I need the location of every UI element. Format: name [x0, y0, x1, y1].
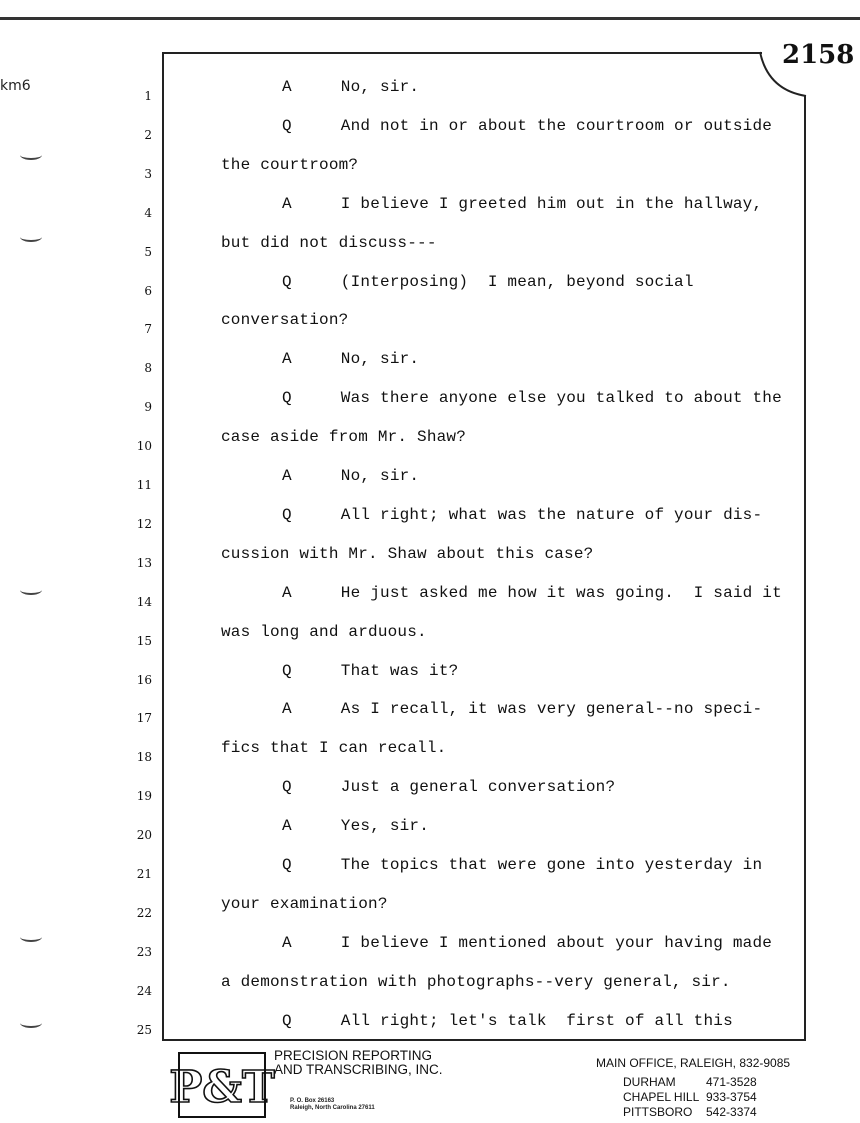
line-number: 12 [136, 516, 152, 531]
transcript-line: a demonstration with photographs--very general, sir. [221, 972, 731, 991]
transcript-line: A No, sir. [282, 350, 420, 369]
line-number: 2 [144, 127, 152, 142]
margin-mark [20, 150, 42, 160]
firm-address [290, 1098, 375, 1112]
line-number: 15 [136, 633, 152, 648]
firm-name [274, 1049, 443, 1077]
line-number: 25 [136, 1022, 152, 1037]
transcript-line: your examination? [221, 894, 388, 913]
transcript-line: Q Was there anyone else you talked to about the [282, 389, 782, 408]
transcript-line: A Yes, sir. [282, 817, 430, 836]
line-number: 11 [136, 478, 152, 492]
transcript-line: conversation? [221, 311, 349, 330]
main-office: MAIN OFFICE, RALEIGH, 832-9085 [596, 1056, 791, 1070]
line-number: 20 [136, 828, 152, 843]
address-line-1: P. O. Box 26163 [290, 1098, 335, 1104]
line-number: 21 [136, 867, 152, 881]
line-number: 16 [136, 672, 152, 687]
transcript-line: the courtroom? [221, 155, 359, 174]
line-number: 19 [136, 789, 152, 804]
line-number: 9 [144, 400, 152, 415]
line-number: 13 [136, 555, 152, 570]
branch-phone: 542-3374 [706, 1105, 757, 1119]
transcript-line: fics that I can recall. [221, 739, 447, 758]
transcript-line: case aside from Mr. Shaw? [221, 428, 467, 447]
pt-logo [169, 1052, 275, 1118]
line-number: 17 [136, 711, 152, 726]
transcript-line: Q That was it? [282, 661, 459, 680]
firm-line-1: PRECISION REPORTING [274, 1048, 433, 1063]
reporter-initials: km6 [0, 78, 31, 94]
transcript-line: Q And not in or about the courtroom or outside [282, 116, 773, 135]
branch-phone: 933-3754 [706, 1090, 757, 1104]
margin-mark [20, 232, 42, 242]
transcript-line: A No, sir. [282, 78, 420, 96]
line-number: 23 [136, 944, 152, 959]
transcript-line: A As I recall, it was very general--no speci- [282, 700, 763, 719]
line-number: 22 [136, 905, 152, 920]
firm-line-2: AND TRANSCRIBING, INC. [274, 1062, 443, 1077]
frame-right-border [804, 95, 806, 1041]
top-rule [0, 17, 860, 20]
margin-mark [20, 585, 42, 595]
transcript-line: was long and arduous. [221, 622, 427, 641]
line-number: 24 [136, 983, 152, 998]
transcript-line: Q The topics that were gone into yesterday in [282, 856, 763, 874]
line-number: 6 [144, 283, 152, 298]
transcript-line: A No, sir. [282, 467, 420, 485]
line-number: 14 [136, 594, 152, 609]
line-number: 7 [144, 322, 152, 337]
line-number: 10 [136, 439, 152, 454]
transcript-line: A I believe I greeted him out in the hallway, [282, 194, 763, 213]
transcript-line: but did not discuss--- [221, 233, 437, 252]
transcript-line: Q All right; what was the nature of your dis- [282, 505, 763, 524]
line-number: 1 [144, 89, 152, 103]
line-number: 8 [144, 361, 152, 376]
transcript-line: Q Just a general conversation? [282, 778, 616, 797]
branch-city: DURHAM [623, 1075, 676, 1089]
transcript-line: Q (Interposing) I mean, beyond social [282, 272, 694, 291]
transcript-line: Q All right; let's talk first of all this [282, 1011, 733, 1030]
page-number: 2158 [782, 40, 855, 70]
branch-city: CHAPEL HILL [623, 1090, 700, 1104]
transcript-line: A He just asked me how it was going. I said it [282, 583, 782, 602]
branch-phone: 471-3528 [706, 1075, 757, 1089]
frame-bottom-border [162, 1039, 805, 1041]
frame-left-border [162, 52, 164, 1040]
line-number: 4 [144, 205, 152, 220]
frame-top-border [162, 52, 762, 54]
margin-mark [20, 1018, 42, 1028]
address-line-2: Raleigh, North Carolina 27611 [290, 1105, 375, 1111]
transcript-line: cussion with Mr. Shaw about this case? [221, 544, 594, 563]
line-number: 5 [144, 244, 152, 259]
margin-mark [20, 932, 42, 942]
line-number: 3 [144, 166, 152, 181]
branch-city: PITTSBORO [623, 1105, 693, 1119]
line-number: 18 [136, 750, 152, 765]
transcript-line: A I believe I mentioned about your having made [282, 933, 773, 952]
pt-logo-text: P&T [169, 1062, 275, 1113]
